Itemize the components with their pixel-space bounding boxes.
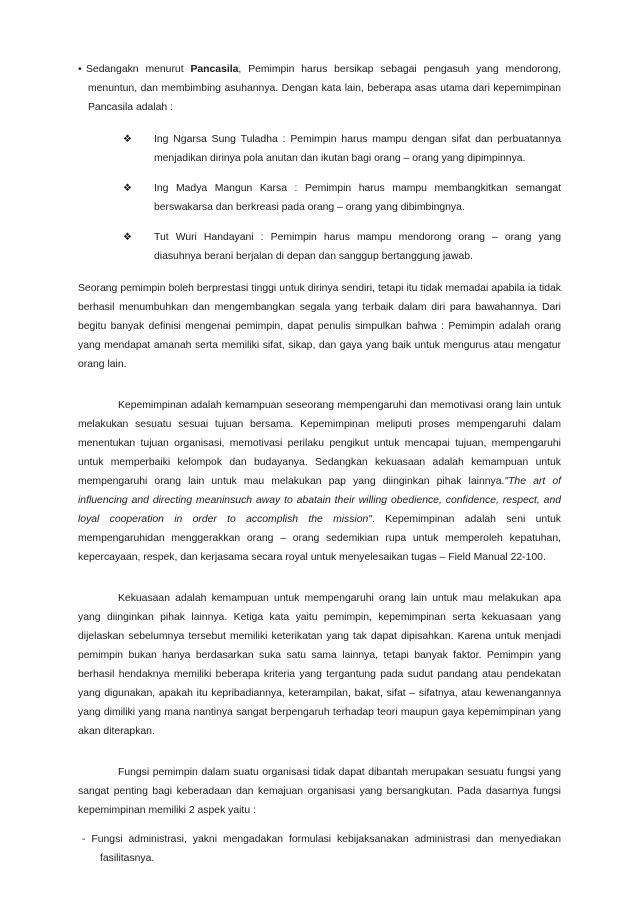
intro-text-bold: Pancasila: [190, 64, 239, 75]
intro-text-post: , Pemimpin harus bersikap sebagai pengasuh yang mendorong, menuntun, dan membimbing asuhannya. Dengan kata lain, beberapa asas utama dari kepemimpinan Pancasila adalah :: [88, 64, 561, 113]
document-page: [78, 60, 561, 868]
principle-item: [123, 179, 561, 217]
diamond-bullet-icon: ❖: [123, 134, 132, 145]
principle-text: Tut Wuri Handayani : Pemimpin harus mampu mendorong orang – orang yang diasuhnya berani berjalan di depan dan sanggup bertanggung jawab.: [154, 232, 561, 262]
para2-post: . Kepemimpinan adalah seni untuk mempengaruhidan menggerakkan orang – orang sedemikian rupa untuk memperoleh kepatuhan, kepercayaan, respek, dan kerjasama secara royal untuk menyelesaikan tugas – Field Manual 22-100.: [78, 514, 561, 563]
diamond-bullet-icon: ❖: [123, 232, 132, 243]
diamond-bullet-icon: ❖: [123, 183, 132, 194]
principle-text: Ing Madya Mangun Karsa : Pemimpin harus mampu membangkitkan semangat berswakarsa dan berkreasi pada orang – orang yang dibimbingnya.: [154, 183, 561, 213]
para2-quote: "The art of influencing and directing meaninsuch away to abatain their willing obedience, confidence, respect, and loyal cooperation in order to accomplish the mission": [78, 476, 561, 525]
paragraph-pemimpin: Seorang pemimpin boleh berprestasi tinggi untuk dirinya sendiri, tetapi itu tidak memadai apabila ia tidak berhasil menumbuhkan dan mengembangkan segala yang terbaik dalam diri para bawahannya. Dari begitu banyak definisi mengenai pemimpin, dapat penulis simpulkan bahwa : Pemimpin adalah orang yang mendapat amanah serta memiliki sifat, sikap, dan gaya yang baik untuk mengurus atau mengatur orang lain.: [78, 283, 561, 370]
principle-item: [123, 228, 561, 266]
intro-text-pre: Sedangakn menurut: [86, 64, 191, 75]
principle-text: Ing Ngarsa Sung Tuladha : Pemimpin harus mampu dengan sifat dan perbuatannya menjadikan dirinya pola anutan dan ikutan bagi orang – orang yang dipimpinnya.: [154, 134, 561, 164]
function-item: [78, 830, 561, 868]
function-text: Fungsi administrasi, yakni mengadakan formulasi kebijaksanakan administrasi dan menyediakan fasilitasnya.: [91, 834, 562, 864]
paragraph-fungsi: Fungsi pemimpin dalam suatu organisasi tidak dapat dibantah merupakan sesuatu fungsi yang sangat penting bagi keberadaan dan kemajuan organisasi yang bersangkutan. Pada dasarnya fungsi kepemimpinan memiliki 2 aspek yaitu :: [78, 767, 561, 816]
para2-pre: Kepemimpinan adalah kemampuan seseorang mempengaruhi dan memotivasi orang lain untuk melakukan sesuatu sesuai tujuan bersama. Kepemimpinan meliputi proses mempengaruhi dalam menentukan tujuan organisasi, memotivasi perilaku pengikut untuk mencapai tujuan, mempengaruhi untuk memperbaiki kelompok dan budayanya. Sedangkan kekuasaan adalah kemampuan untuk mempengaruhi orang lain untuk mau melakukan pap yang diinginkan pihak lainnya.: [78, 400, 561, 487]
bullet-icon: •: [78, 64, 82, 75]
principle-item: [123, 130, 561, 168]
paragraph-kepemimpinan: [78, 396, 561, 567]
intro-paragraph: [78, 60, 561, 117]
dash-bullet-icon: -: [82, 834, 86, 845]
paragraph-kekuasaan: Kekuasaan adalah kemampuan untuk mempengaruhi orang lain untuk mau melakukan apa yang diinginkan pihak lainnya. Ketiga kata yaitu pemimpin, kepemimpinan serta kekuasaan yang dijelaskan sebelumnya tersebut memiliki keterikatan yang tak dapat dipisahkan. Karena untuk menjadi pemimpin bukan hanya berdasarkan suka satu sama lainnya, tetapi banyak faktor. Pemimpin yang berhasil hendaknya memiliki beberapa kriteria yang tergantung pada sudut pandang atau pendekatan yang digunakan, apakah itu kepribadiannya, keterampilan, bakat, sifat – sifatnya, atau kewenangannya yang dimiliki yang mana nantinya sangat berpengaruh terhadap teori maupun gaya kepemimpinan yang akan diterapkan.: [78, 593, 561, 737]
principles-list: [78, 130, 561, 266]
